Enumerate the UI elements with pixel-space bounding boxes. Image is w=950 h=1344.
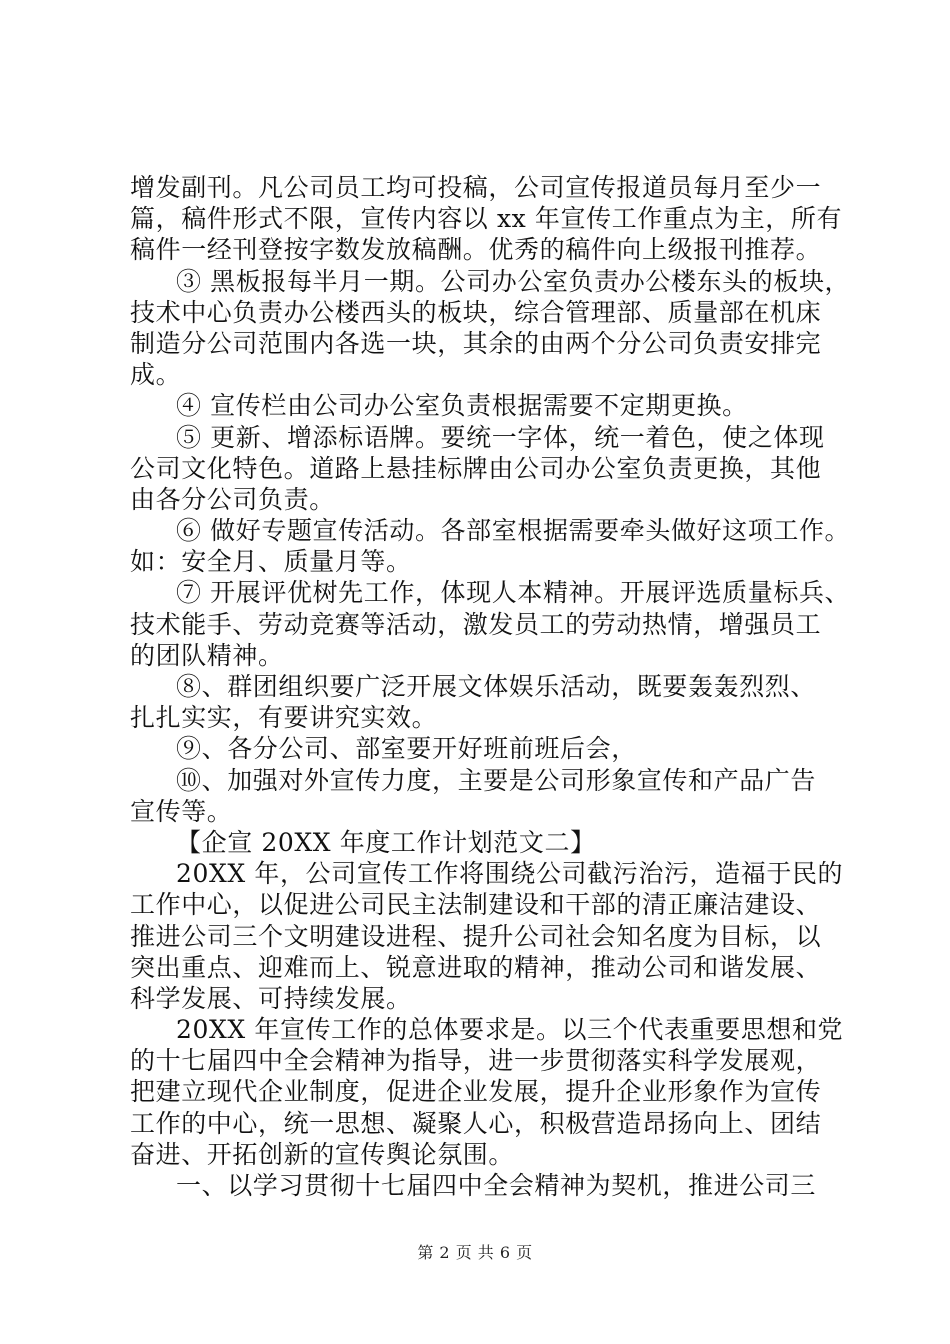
text-line: ⑦ 开展评优树先工作，体现人本精神。开展评选质量标兵、 — [176, 578, 851, 608]
text-line: 篇，稿件形式不限，宣传内容以 xx 年宣传工作重点为主，所有 — [130, 204, 843, 234]
text-line: 的团队精神。 — [130, 640, 284, 670]
text-line: ③ 黑板报每半月一期。公司办公室负责办公楼东头的板块， — [176, 266, 851, 296]
text-line: 科学发展、可持续发展。 — [130, 983, 412, 1013]
text-line: 把建立现代企业制度，促进企业发展，提升企业形象作为宣传 — [130, 1077, 822, 1107]
text-line: ⑧、群团组织要广泛开展文体娱乐活动，既要轰轰烈烈、 — [176, 672, 817, 701]
text-line: 成。 — [130, 360, 182, 390]
text-line: 【企宣 20XX 年度工作计划范文二】 — [176, 827, 596, 857]
text-line: 技术中心负责办公楼西头的板块，综合管理部、质量部在机床 — [130, 297, 822, 327]
text-line: ⑥ 做好专题宣传活动。各部室根据需要牵头做好这项工作。 — [176, 516, 851, 546]
text-line: ⑨、各分公司、部室要开好班前班后会， — [176, 734, 637, 764]
text-line: 的十七届四中全会精神为指导，进一步贯彻落实科学发展观， — [130, 1046, 822, 1076]
text-line: 20XX 年宣传工作的总体要求是。以三个代表重要思想和党 — [176, 1015, 844, 1045]
text-line: ⑩、加强对外宣传力度，主要是公司形象宣传和产品广告 — [176, 765, 817, 795]
text-line: ⑤ 更新、增添标语牌。要统一字体，统一着色，使之体现 — [176, 422, 825, 452]
page-footer: 第 2 页 共 6 页 — [417, 1243, 533, 1262]
text-line: 制造分公司范围内各选一块，其余的由两个分公司负责安排完 — [130, 328, 822, 358]
text-line: ④ 宣传栏由公司办公室负责根据需要不定期更换。 — [176, 391, 748, 421]
text-line: 如：安全月、质量月等。 — [130, 547, 412, 577]
document-body — [130, 172, 851, 1201]
text-line: 工作的中心，统一思想、凝聚人心，积极营造昂扬向上、团结 — [130, 1108, 822, 1138]
text-line: 一、以学习贯彻十七届四中全会精神为契机，推进公司三 — [176, 1171, 817, 1200]
text-line: 技术能手、劳动竞赛等活动，激发员工的劳动热情，增强员工 — [130, 609, 822, 639]
text-line: 工作中心，以促进公司民主法制建设和干部的清正廉洁建设、 — [130, 890, 822, 920]
text-line: 推进公司三个文明建设进程、提升公司社会知名度为目标，以 — [130, 921, 822, 951]
text-line: 20XX 年，公司宣传工作将围绕公司截污治污，造福于民的 — [176, 859, 844, 889]
text-line: 奋进、开拓创新的宣传舆论氛围。 — [130, 1139, 515, 1169]
text-line: 宣传等。 — [130, 796, 233, 826]
text-line: 增发副刊。凡公司员工均可投稿，公司宣传报道员每月至少一 — [130, 173, 822, 202]
text-line: 扎扎实实，有要讲究实效。 — [130, 703, 438, 733]
text-line: 公司文化特色。道路上悬挂标牌由公司办公室负责更换，其他 — [130, 453, 822, 483]
text-line: 由各分公司负责。 — [130, 484, 335, 514]
text-line: 突出重点、迎难而上、锐意进取的精神，推动公司和谐发展、 — [130, 952, 822, 982]
text-line: 稿件一经刊登按字数发放稿酬。优秀的稿件向上级报刊推荐。 — [130, 235, 822, 265]
